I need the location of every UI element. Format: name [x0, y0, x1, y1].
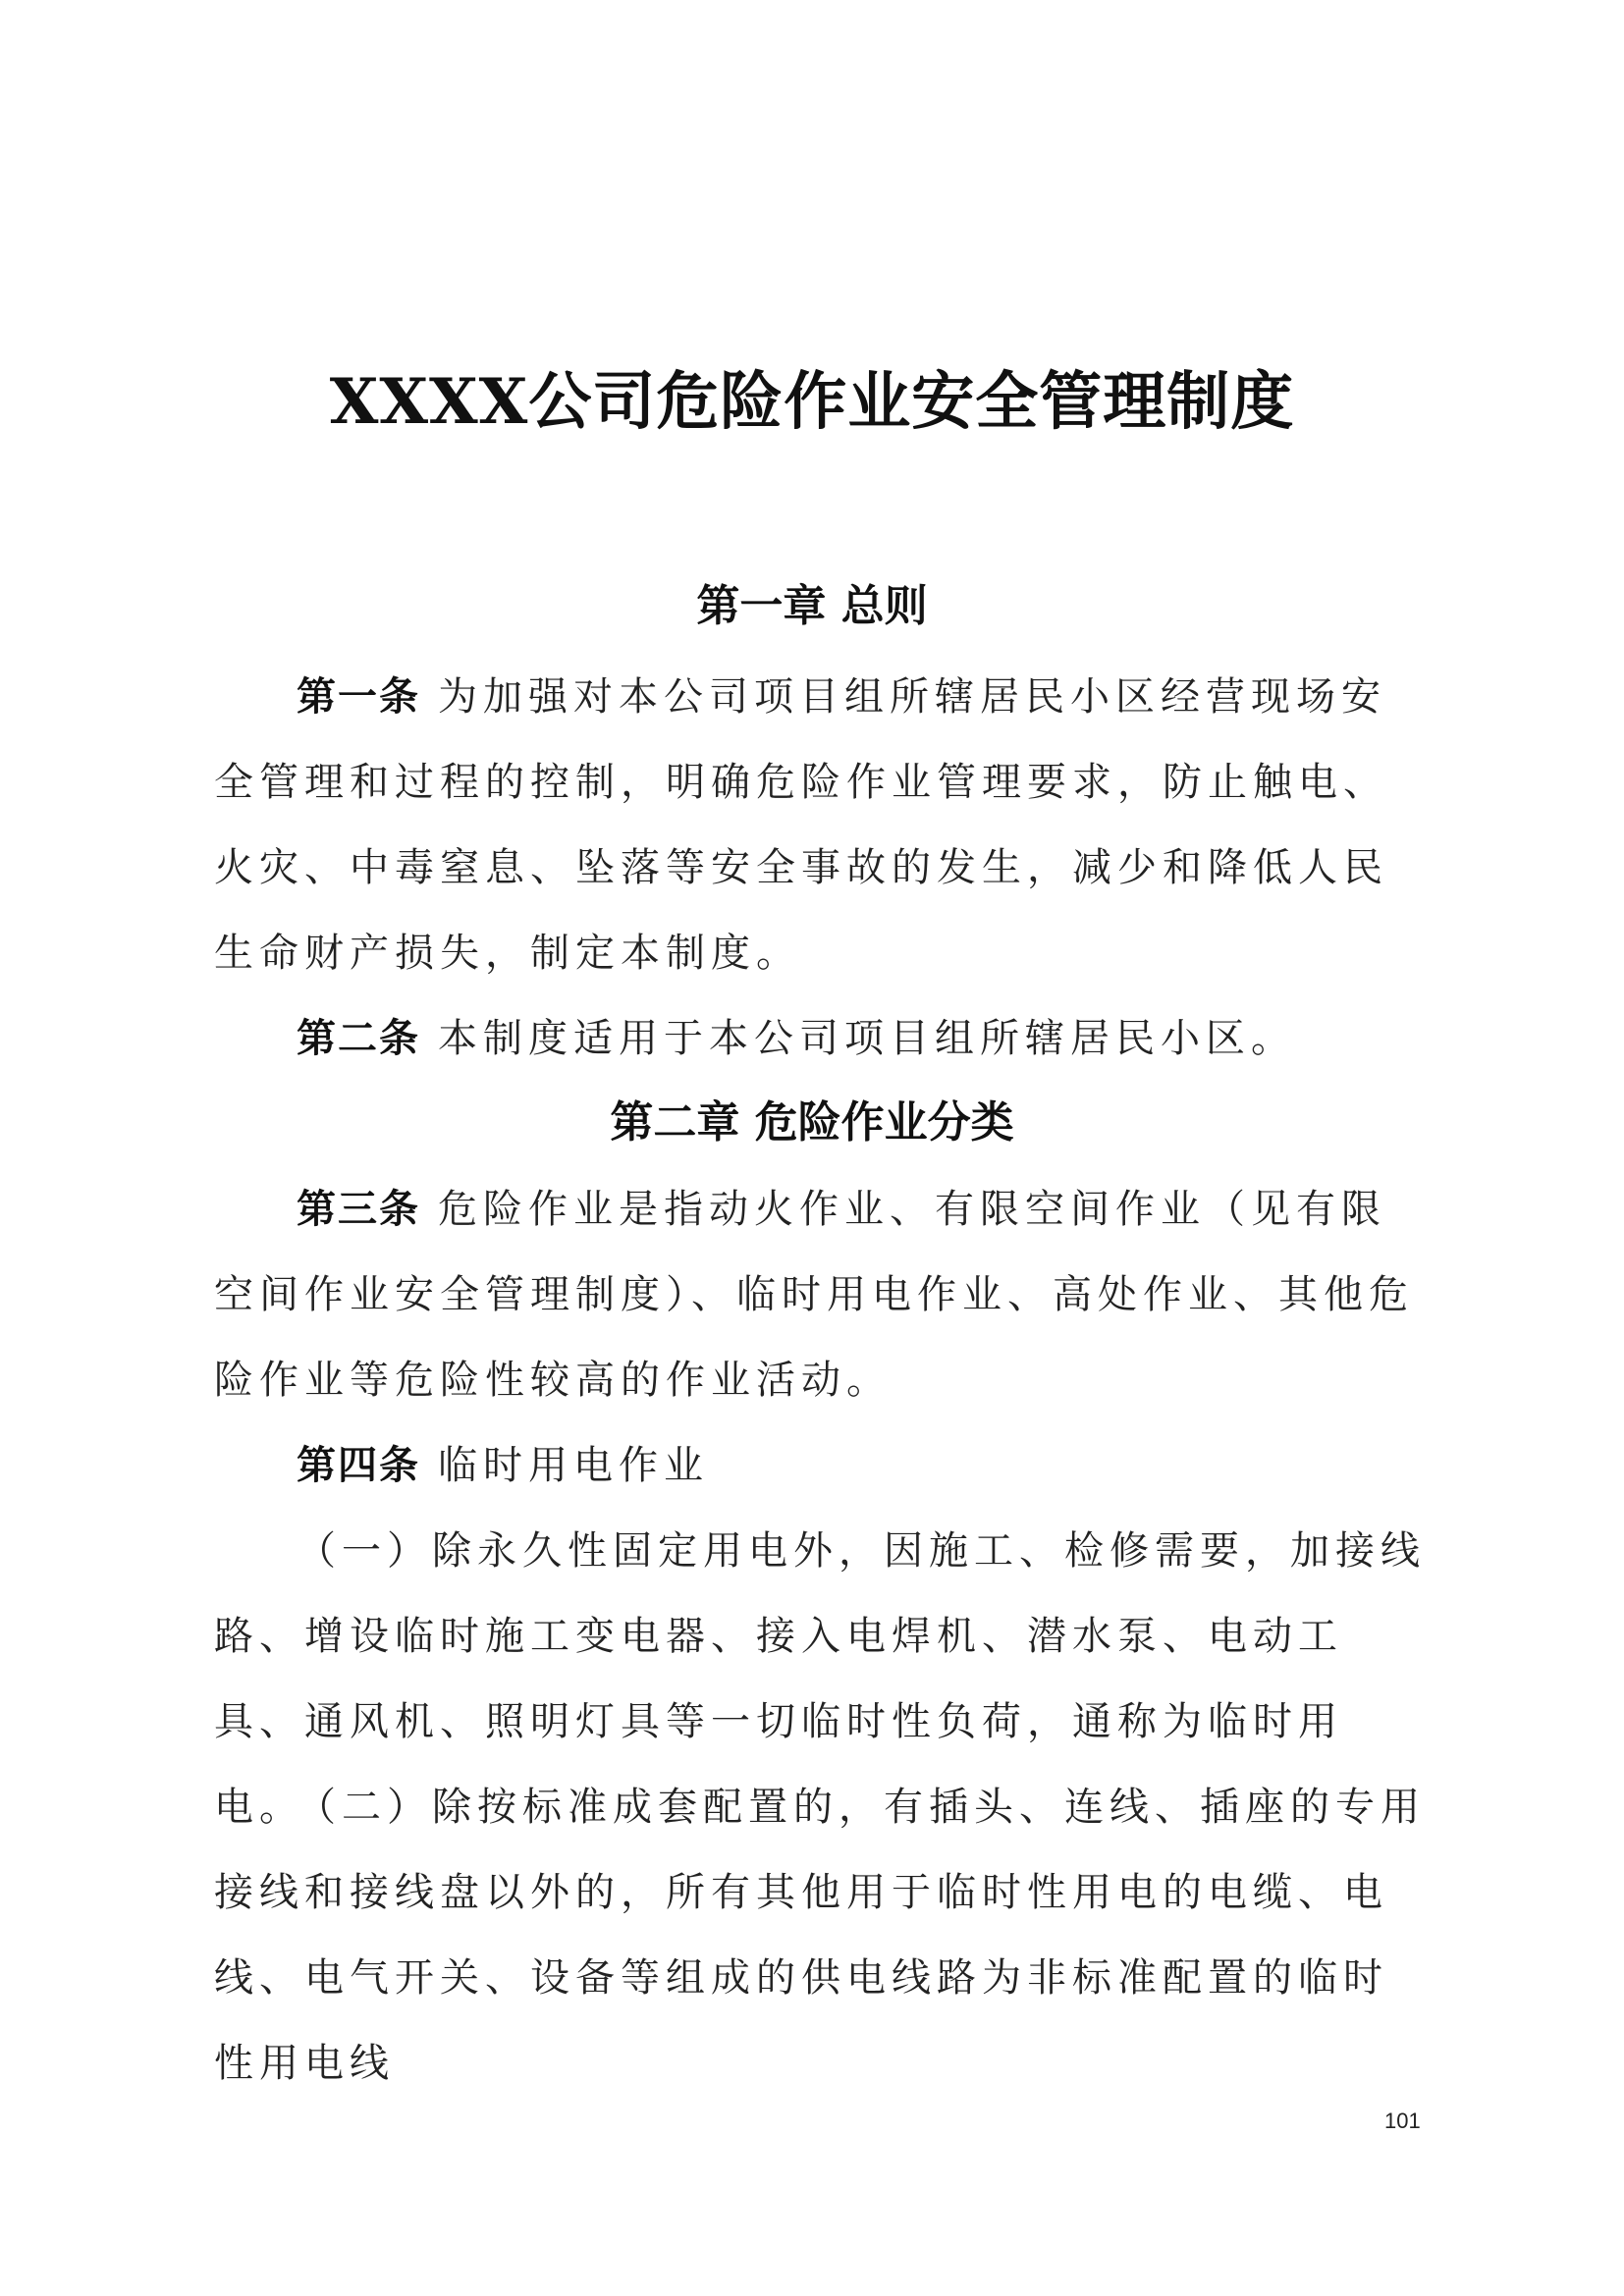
article-label: 第二条: [297, 1016, 420, 1061]
article-text: 危险作业是指动火作业、有限空间作业（见有限空间作业安全管理制度）、临时用电作业、高处作业、其他危险作业等危险性较高的作业活动。: [214, 1187, 1414, 1403]
article-label: 第一条: [297, 674, 420, 720]
article-2: [214, 996, 1427, 1082]
chapter-heading-1: 第一章 总则: [696, 581, 928, 631]
document-title: XXXX公司危险作业安全管理制度: [329, 365, 1295, 439]
article-text: 为加强对本公司项目组所辖居民小区经营现场安全管理和过程的控制，明确危险作业管理要求，防止触电、火灾、中毒窒息、坠落等安全事故的发生，减少和降低人民生命财产损失，制定本制度。: [214, 674, 1388, 976]
clause-1: （一）除永久性固定用电外，因施工、检修需要，加接线路、增设临时施工变电器、接入电焊机、潜水泵、电动工具、通风机、照明灯具等一切临时性负荷，通称为临时用电。: [214, 1528, 1426, 1830]
page-number: 101: [1384, 2109, 1421, 2133]
article-label: 第三条: [297, 1187, 420, 1232]
article-text: 临时用电作业: [438, 1443, 709, 1488]
article-1: [214, 655, 1427, 996]
chapter-heading-2: 第二章 危险作业分类: [610, 1097, 1014, 1148]
clause-2: （二）除按标准成套配置的，有插头、连线、插座的专用接线和接线盘以外的，所有其他用于临时性用电的电缆、电线、电气开关、设备等组成的供电线路为非标准配置的临时性用电线: [214, 1785, 1426, 2086]
article-3: [214, 1167, 1427, 1423]
article-label: 第四条: [297, 1443, 420, 1488]
article-4: [214, 1423, 1427, 1509]
article-text: 本制度适用于本公司项目组所辖居民小区。: [438, 1016, 1296, 1061]
